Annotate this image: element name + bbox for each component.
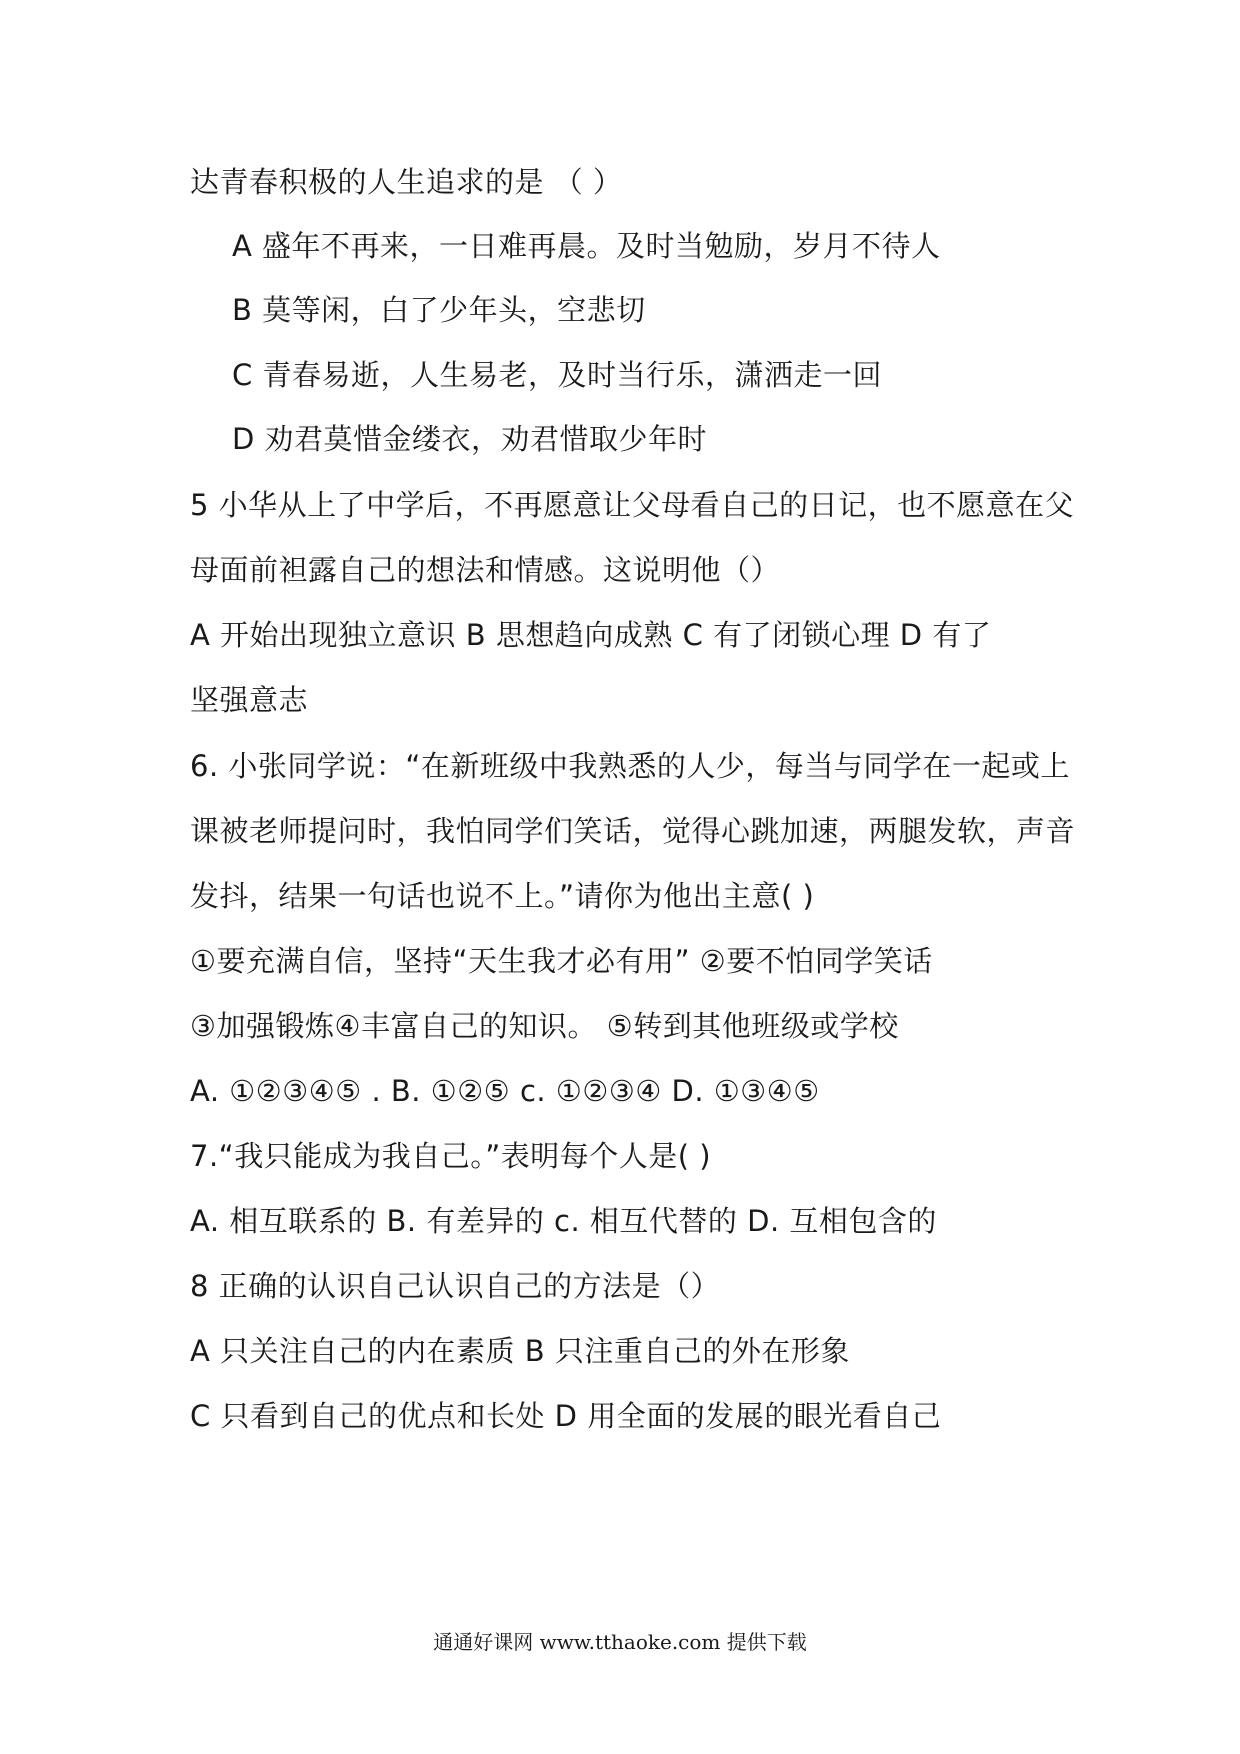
question4-stem-tail: 达青春积极的人生追求的是 （ ） (190, 165, 623, 199)
question5-options-line1: A 开始出现独立意识 B 思想趋向成熟 C 有了闭锁心理 D 有了 (190, 618, 992, 652)
question4-option-c: C 青春易逝，人生易老，及时当行乐，潇洒走一回 (232, 358, 882, 392)
question8-options-line1: A 只关注自己的内在素质 B 只注重自己的外在形象 (190, 1334, 850, 1368)
question6-choices-line1: ①要充满自信，坚持“天生我才必有用” ②要不怕同学笑话 (190, 944, 933, 978)
question5-stem-line1: 5 小华从上了中学后，不再愿意让父母看自己的日记，也不愿意在父 (190, 488, 1075, 522)
question7-stem: 7.“我只能成为我自己。”表明每个人是( ) (190, 1139, 712, 1173)
question6-options: A. ①②③④⑤ . B. ①②⑤ c. ①②③④ D. ①③④⑤ (190, 1074, 820, 1108)
page-footer: 通通好课网 www.tthaoke.com 提供下载 (433, 1630, 807, 1654)
question6-stem-line2: 课被老师提问时，我怕同学们笑话，觉得心跳加速，两腿发软，声音 (190, 814, 1076, 848)
question4-option-d: D 劝君莫惜金缕衣，劝君惜取少年时 (232, 422, 708, 456)
question4-option-a: A 盛年不再来，一日难再晨。及时当勉励，岁月不待人 (232, 229, 941, 263)
question6-stem-line3: 发抖，结果一句话也说不上。”请你为他出主意( ) (190, 879, 815, 913)
question4-option-b: B 莫等闲，白了少年头，空悲切 (232, 293, 646, 327)
question5-stem-line2: 母面前袒露自己的想法和情感。这说明他（） (190, 553, 781, 587)
question6-stem-line1: 6. 小张同学说：“在新班级中我熟悉的人少，每当与同学在一起或上 (190, 749, 1070, 783)
question6-choices-line2: ③加强锻炼④丰富自己的知识。 ⑤转到其他班级或学校 (190, 1009, 899, 1043)
question8-stem: 8 正确的认识自己认识自己的方法是（） (190, 1269, 721, 1303)
question7-options: A. 相互联系的 B. 有差异的 c. 相互代替的 D. 互相包含的 (190, 1204, 937, 1238)
question5-options-line2: 坚强意志 (190, 683, 309, 717)
question8-options-line2: C 只看到自己的优点和长处 D 用全面的发展的眼光看自己 (190, 1399, 942, 1433)
